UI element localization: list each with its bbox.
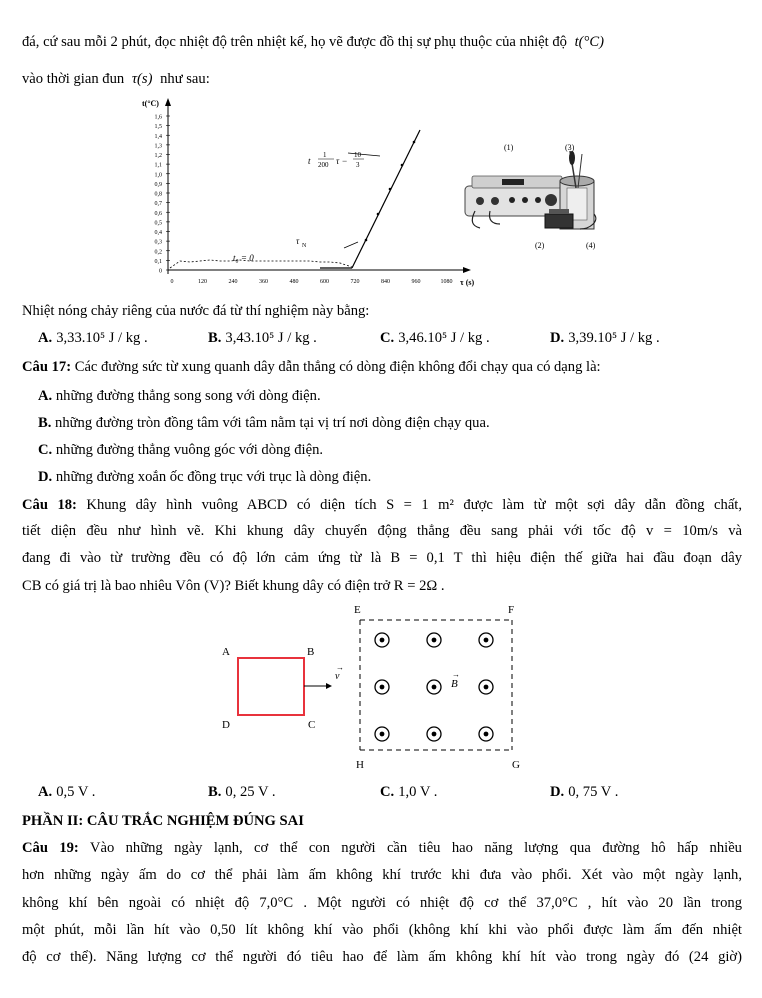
app-label-2: (2) bbox=[535, 241, 545, 250]
field-dot-center bbox=[380, 638, 385, 643]
x-tick-label: 600 bbox=[320, 279, 329, 285]
q16-question: Nhiệt nóng chảy riêng của nước đá từ thí nghiệm này bằng: bbox=[22, 303, 370, 319]
heating-curve bbox=[170, 260, 352, 268]
q19-line-2: hơn những ngày ấm do cơ thể phải làm ấm không khí trước khi đưa vào phổi. Xét vào một ngày lạnh, bbox=[22, 867, 742, 883]
x-tick-label: 0 bbox=[170, 279, 174, 285]
label-a: A bbox=[222, 646, 230, 658]
y-tick-label: 1,2 bbox=[154, 153, 162, 159]
linear-rise-line bbox=[352, 130, 420, 268]
q18-line-4: CB có giá trị là bao nhiêu Vôn (V)? Biết khung dây có điện trở R = 2Ω . bbox=[22, 578, 445, 594]
y-tick-label: 1,0 bbox=[154, 172, 162, 179]
field-dots bbox=[375, 633, 493, 741]
intro-line-2 bbox=[22, 70, 742, 88]
label-h: H bbox=[356, 759, 364, 771]
y-tick-label: 1,5 bbox=[154, 124, 162, 131]
y-tick-label: 0,2 bbox=[154, 249, 162, 256]
x-tick-label: 720 bbox=[350, 279, 360, 285]
y-tick-label: 0,8 bbox=[154, 191, 162, 198]
y-tick-label: 1,6 bbox=[154, 114, 162, 121]
q16-option-a[interactable]: A. 3,33.10⁵ J / kg . bbox=[38, 330, 148, 346]
q18-line-3: đang đi vào từ trường đều có độ lớn cảm ứng từ là B = 0,1 T thì hiệu điện thế giữa hai đầu đoạn dây bbox=[22, 550, 742, 566]
svg-text:→: → bbox=[336, 663, 344, 672]
x-tick-label: 240 bbox=[228, 279, 238, 285]
q17-option-b[interactable]: B. những đường tròn đồng tâm với tâm nằm tại vị trí nơi dòng điện chạy qua. bbox=[38, 415, 490, 431]
q16-option-c[interactable]: C. 3,46.10⁵ J / kg . bbox=[380, 330, 490, 346]
label-d: D bbox=[222, 719, 230, 731]
field-dot-center bbox=[380, 732, 385, 737]
field-dot-center bbox=[484, 638, 489, 643]
field-dot-center bbox=[484, 732, 489, 737]
q18-option-b[interactable]: B. 0, 25 V . bbox=[208, 784, 276, 800]
label-b: B bbox=[307, 646, 315, 658]
eq-top-t: t bbox=[308, 156, 311, 166]
q17-option-a[interactable]: A. những đường thẳng song song với dòng điện. bbox=[38, 388, 321, 404]
tau-sub: N bbox=[302, 243, 307, 249]
label-g: G bbox=[512, 759, 520, 771]
q16-option-b[interactable]: B. 3,43.10⁵ J / kg . bbox=[208, 330, 317, 346]
temperature-symbol: t(°C) bbox=[574, 34, 604, 50]
x-ticks bbox=[171, 279, 453, 285]
app-label-4: (4) bbox=[586, 241, 596, 250]
y-tick-label: 0,7 bbox=[154, 201, 162, 208]
t0-label: t₀ = 0 bbox=[233, 253, 254, 263]
x-tick-label: 120 bbox=[198, 279, 207, 285]
label-e: E bbox=[354, 604, 361, 616]
y-tick-label: 0,9 bbox=[154, 181, 162, 188]
part2-heading: PHẦN II: CÂU TRẮC NGHIỆM ĐÚNG SAI bbox=[22, 813, 304, 829]
q18-line-1: Câu 18: Khung dây hình vuông ABCD có diện tích S = 1 m² được làm từ một sợi dây dẫn đồng chất, bbox=[22, 497, 743, 513]
app-label-1: (1) bbox=[504, 143, 514, 152]
x-axis-label: τ (s) bbox=[460, 278, 475, 287]
x-tick-label: 480 bbox=[289, 279, 299, 285]
q19-line-4: một phút, mỗi lần hít vào 0,50 lít không khí vào phổi (không khí khi vào phổi được làm ấm đến nhiệt bbox=[22, 922, 742, 938]
y-tick-label: 0,6 bbox=[154, 210, 162, 217]
q18-option-d[interactable]: D. 0, 75 V . bbox=[550, 784, 619, 800]
x-tick-label: 960 bbox=[411, 279, 421, 285]
velocity-label: v bbox=[335, 671, 340, 682]
x-tick-label: 360 bbox=[259, 279, 268, 285]
y-tick-label: 1,3 bbox=[154, 143, 162, 150]
y-tick-label: 1,4 bbox=[154, 133, 162, 140]
label-c: C bbox=[308, 719, 316, 731]
q19-line-1: Câu 19: Vào những ngày lạnh, cơ thể con người cần tiêu hao năng lượng qua đường hô hấp nhiều bbox=[22, 840, 742, 856]
y-tick-label: 0,1 bbox=[154, 258, 162, 265]
magnetic-field-figure bbox=[210, 600, 540, 775]
field-dot-center bbox=[380, 685, 385, 690]
q17-label: Câu 17: bbox=[22, 359, 72, 375]
q18-option-a[interactable]: A. 0,5 V . bbox=[38, 784, 96, 800]
eq-den2: 3 bbox=[356, 161, 360, 169]
q17-text: Các đường sức từ xung quanh dây dẫn thẳng có dòng điện không đổi chạy qua có dạng là: bbox=[74, 359, 601, 375]
field-dot-center bbox=[484, 685, 489, 690]
svg-text:τ −: τ − bbox=[336, 156, 348, 166]
tau-label: τ bbox=[296, 236, 300, 246]
eq-den1: 200 bbox=[318, 161, 329, 169]
q16-option-d[interactable]: D. 3,39.10⁵ J / kg . bbox=[550, 330, 660, 346]
svg-text:→: → bbox=[452, 670, 460, 679]
field-dot-center bbox=[432, 732, 437, 737]
field-dot-center bbox=[432, 685, 437, 690]
y-tick-label: 1,1 bbox=[154, 162, 162, 169]
field-dot-center bbox=[432, 638, 437, 643]
q17-option-c[interactable]: C. những đường thẳng vuông góc với dòng điện. bbox=[38, 442, 324, 458]
intro-text-2a: vào thời gian đun bbox=[22, 71, 125, 87]
square-loop bbox=[238, 658, 304, 715]
label-f: F bbox=[508, 604, 515, 616]
y-axis-label: t(°C) bbox=[142, 99, 159, 108]
q17-stem bbox=[22, 358, 742, 376]
eq-num1: 1 bbox=[323, 151, 327, 159]
q18-option-c[interactable]: C. 1,0 V . bbox=[380, 784, 438, 800]
q18-label: Câu 18: bbox=[22, 497, 77, 513]
y-tick-label: 0,4 bbox=[154, 230, 162, 236]
intro-line-1 bbox=[22, 33, 742, 51]
q19-line-3: không khí bên ngoài có nhiệt độ 7,0°C . Một người có nhiệt độ cơ thể 37,0°C , hít vào 20 lần trong bbox=[22, 895, 742, 911]
app-label-3: (3) bbox=[565, 143, 575, 152]
intro-text-1: đá, cứ sau mỗi 2 phút, đọc nhiệt độ trên nhiệt kế, họ vẽ được đồ thị sự phụ thuộc của nhiệt độ bbox=[22, 34, 567, 50]
intro-text-2b: như sau: bbox=[160, 71, 210, 87]
x-tick-label: 1080 bbox=[440, 279, 453, 285]
temperature-time-graph bbox=[120, 96, 640, 296]
time-symbol: τ(s) bbox=[131, 71, 153, 87]
q18-line-2: tiết diện đều như hình vẽ. Khi khung dây chuyển động thẳng đều sang phải với tốc độ v = 10m/s và bbox=[22, 523, 742, 539]
eq-num2: 10 bbox=[354, 151, 361, 159]
y-tick-label: 0,3 bbox=[154, 239, 162, 246]
field-label: B bbox=[451, 678, 458, 690]
q19-label: Câu 19: bbox=[22, 840, 79, 856]
x-tick-label: 840 bbox=[381, 279, 390, 285]
y-tick-label: 0 bbox=[159, 268, 162, 275]
y-tick-label: 0,5 bbox=[154, 220, 162, 227]
apparatus-illustration bbox=[465, 143, 596, 250]
q17-option-d[interactable]: D. những đường xoắn ốc đồng trục với trục là dòng điện. bbox=[38, 469, 372, 485]
q19-line-5: độ cơ thể). Năng lượng cơ thể người đó tiêu hao để làm ấm không khí hít vào trong ngày đó (24 giờ) bbox=[22, 949, 742, 965]
